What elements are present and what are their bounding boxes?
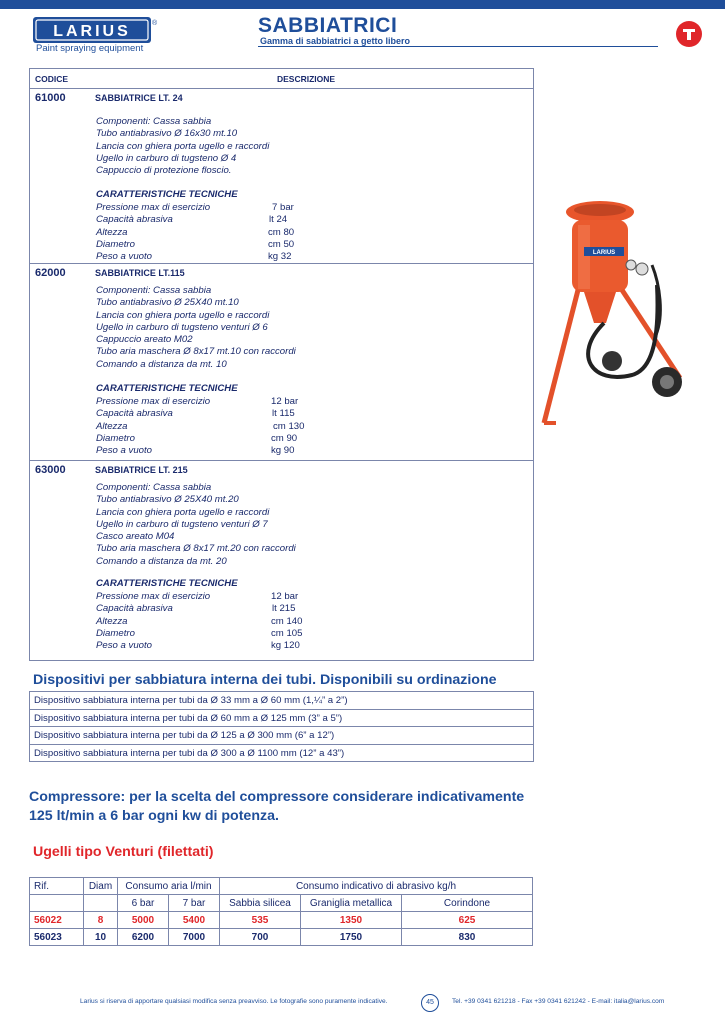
cell-air6: 6200 xyxy=(118,929,169,946)
product-row xyxy=(30,264,533,461)
cell-corindone: 830 xyxy=(402,929,533,946)
tagline: Paint spraying equipment xyxy=(36,43,144,54)
product-name: SABBIATRICE LT. 24 xyxy=(95,93,183,103)
col-code: CODICE xyxy=(35,74,69,84)
col-description: DESCRIZIONE xyxy=(277,74,336,84)
spec-value: 12 bar xyxy=(271,591,299,602)
top-bar xyxy=(0,0,725,9)
table-header-row xyxy=(30,878,533,895)
tech-specs-title: CARATTERISTICHE TECNICHE xyxy=(96,189,238,200)
col-corindone: Corindone xyxy=(402,895,533,912)
component-line: Tubo antiabrasivo Ø 16x30 mt.10 xyxy=(96,128,238,140)
tech-specs-title: CARATTERISTICHE TECNICHE xyxy=(96,383,238,394)
component-line: Cappuccio di protezione floscio. xyxy=(96,165,232,177)
device-row: Dispositivo sabbiatura interna per tubi da Ø 300 a Ø 1100 mm (12” a 43”) xyxy=(34,747,345,759)
component-line: Ugello in carburo di tugsteno Ø 4 xyxy=(96,152,237,164)
component-line: Cappuccio areato M02 xyxy=(96,334,193,346)
spec-value: lt 24 xyxy=(269,214,288,226)
nozzles-title: Ugelli tipo Venturi (filettati) xyxy=(33,844,214,860)
component-line: Componenti: Cassa sabbia xyxy=(96,285,212,296)
spec-value: cm 80 xyxy=(268,226,295,238)
spec-value: cm 90 xyxy=(271,432,298,444)
compressor-note-line: 125 lt/min a 6 bar ogni kw di potenza. xyxy=(29,808,279,824)
sandblaster-image xyxy=(532,195,682,435)
page-title: SABBIATRICI xyxy=(258,14,398,37)
tech-specs xyxy=(96,396,336,457)
spec-label: Diametro xyxy=(96,432,135,444)
product-code: 63000 xyxy=(35,464,66,476)
product-code: 61000 xyxy=(35,92,66,104)
cell-air6: 5000 xyxy=(118,912,169,929)
cell-sabbia: 700 xyxy=(220,929,301,946)
col-diam: Diam xyxy=(84,878,118,895)
device-row: Dispositivo sabbiatura interna per tubi da Ø 60 mm a Ø 125 mm (3” a 5”) xyxy=(30,710,533,728)
table-subheader-row xyxy=(30,895,533,912)
spec-label: Altezza xyxy=(96,615,128,627)
col-graniglia: Graniglia metallica xyxy=(301,895,402,912)
component-line: Lancia con ghiera porta ugello e raccordi xyxy=(96,140,270,152)
spec-label: Altezza xyxy=(96,226,128,238)
tech-specs xyxy=(96,591,336,652)
col-7bar: 7 bar xyxy=(169,895,220,912)
nozzles-table xyxy=(29,877,533,946)
spec-label: Peso a vuoto xyxy=(96,251,153,263)
empty-cell xyxy=(30,895,84,912)
devices-title: Dispositivi per sabbiatura interna dei tubi. Disponibili su ordinazione xyxy=(33,672,497,688)
spec-label: Altezza xyxy=(96,420,128,432)
footer-contact: Tel. +39 0341 621218 - Fax +39 0341 621242 - E-mail: italia@larius.com xyxy=(452,998,665,1005)
cell-diam: 10 xyxy=(84,929,118,946)
spec-value: cm 50 xyxy=(268,238,295,250)
spec-label: Diametro xyxy=(96,627,135,639)
spec-value: lt 115 xyxy=(272,408,295,420)
spec-label: Peso a vuoto xyxy=(96,445,153,457)
table-row xyxy=(30,912,533,929)
spec-label: Peso a vuoto xyxy=(96,640,153,652)
spec-value: 12 bar xyxy=(271,396,299,407)
svg-text:®: ® xyxy=(152,20,158,27)
svg-text:LARIUS: LARIUS xyxy=(592,250,616,256)
tech-specs xyxy=(96,202,336,263)
component-line: Tubo aria maschera Ø 8x17 mt.20 con raccordi xyxy=(96,543,296,555)
component-line: Comando a distanza da mt. 10 xyxy=(96,358,227,370)
title-rule xyxy=(258,46,658,47)
component-line: Componenti: Cassa sabbia xyxy=(96,116,212,127)
page-subtitle: Gamma di sabbiatrici a getto libero xyxy=(260,36,411,46)
cell-graniglia: 1350 xyxy=(301,912,402,929)
component-list xyxy=(96,116,269,177)
spec-value: lt 215 xyxy=(272,603,296,615)
spec-label: Pressione max di esercizio xyxy=(96,591,211,602)
larius-logo xyxy=(33,17,158,45)
component-list xyxy=(96,482,296,568)
brand-badge-icon xyxy=(676,21,702,47)
page-number: 45 xyxy=(421,994,439,1012)
product-name: SABBIATRICE LT.115 xyxy=(95,268,185,278)
cell-rif: 56022 xyxy=(30,912,84,929)
svg-text:LARIUS: LARIUS xyxy=(53,23,131,40)
empty-cell xyxy=(84,895,118,912)
table-row xyxy=(30,929,533,946)
component-line: Ugello in carburo di tugsteno venturi Ø 7 xyxy=(96,518,268,530)
spec-value: cm 130 xyxy=(273,420,305,432)
cell-rif: 56023 xyxy=(30,929,84,946)
cell-air7: 5400 xyxy=(169,912,220,929)
products-table-header xyxy=(30,69,533,89)
tech-specs-title: CARATTERISTICHE TECNICHE xyxy=(96,578,238,589)
spec-label: Capacità abrasiva xyxy=(96,408,173,420)
product-name: SABBIATRICE LT. 215 xyxy=(95,465,188,475)
spec-value: 7 bar xyxy=(272,202,294,213)
products-table xyxy=(29,68,534,661)
component-line: Tubo antiabrasivo Ø 25X40 mt.10 xyxy=(96,297,239,309)
cell-air7: 7000 xyxy=(169,929,220,946)
spec-value: cm 105 xyxy=(271,627,303,639)
compressor-note xyxy=(29,788,524,826)
cell-graniglia: 1750 xyxy=(301,929,402,946)
component-line: Lancia con ghiera porta ugello e raccordi xyxy=(96,309,270,321)
col-rif: Rif. xyxy=(30,878,84,895)
component-line: Lancia con ghiera porta ugello e raccordi xyxy=(96,506,270,518)
spec-value: kg 120 xyxy=(271,640,300,652)
product-code: 62000 xyxy=(35,267,66,279)
device-row: Dispositivo sabbiatura interna per tubi da Ø 125 a Ø 300 mm (6” a 12”) xyxy=(30,727,533,745)
component-line: Tubo antiabrasivo Ø 25X40 mt.20 xyxy=(96,494,239,506)
component-line: Componenti: Cassa sabbia xyxy=(96,482,212,493)
spec-label: Capacità abrasiva xyxy=(96,214,173,226)
col-abrasive: Consumo indicativo di abrasivo kg/h xyxy=(220,878,533,895)
col-sabbia: Sabbia silicea xyxy=(220,895,301,912)
spec-value: kg 32 xyxy=(268,251,292,263)
component-line: Comando a distanza da mt. 20 xyxy=(96,555,227,567)
spec-label: Pressione max di esercizio xyxy=(96,202,211,213)
component-line: Tubo aria maschera Ø 8x17 mt.10 con raccordi xyxy=(96,346,296,358)
component-line: Ugello in carburo di tugsteno venturi Ø 6 xyxy=(96,321,268,333)
spec-label: Diametro xyxy=(96,238,135,250)
cell-corindone: 625 xyxy=(402,912,533,929)
product-row xyxy=(30,461,533,660)
spec-label: Capacità abrasiva xyxy=(96,603,173,615)
product-row xyxy=(30,89,533,264)
cell-sabbia: 535 xyxy=(220,912,301,929)
col-6bar: 6 bar xyxy=(118,895,169,912)
compressor-note-line: Compressore: per la scelta del compressore considerare indicativamente xyxy=(29,789,525,805)
cell-diam: 8 xyxy=(84,912,118,929)
footer-disclaimer: Larius si riserva di apportare qualsiasi modifica senza preavviso. Le fotografie sono puramente indicative. xyxy=(80,998,388,1005)
device-row: Dispositivo sabbiatura interna per tubi da Ø 33 mm a Ø 60 mm (1,¼” a 2”) xyxy=(30,692,533,710)
spec-value: cm 140 xyxy=(271,615,303,627)
col-air: Consumo aria l/min xyxy=(118,878,220,895)
spec-label: Pressione max di esercizio xyxy=(96,396,211,407)
devices-table xyxy=(29,691,534,762)
component-line: Casco areato M04 xyxy=(96,531,175,543)
spec-value: kg 90 xyxy=(271,445,295,457)
component-list xyxy=(96,285,296,371)
